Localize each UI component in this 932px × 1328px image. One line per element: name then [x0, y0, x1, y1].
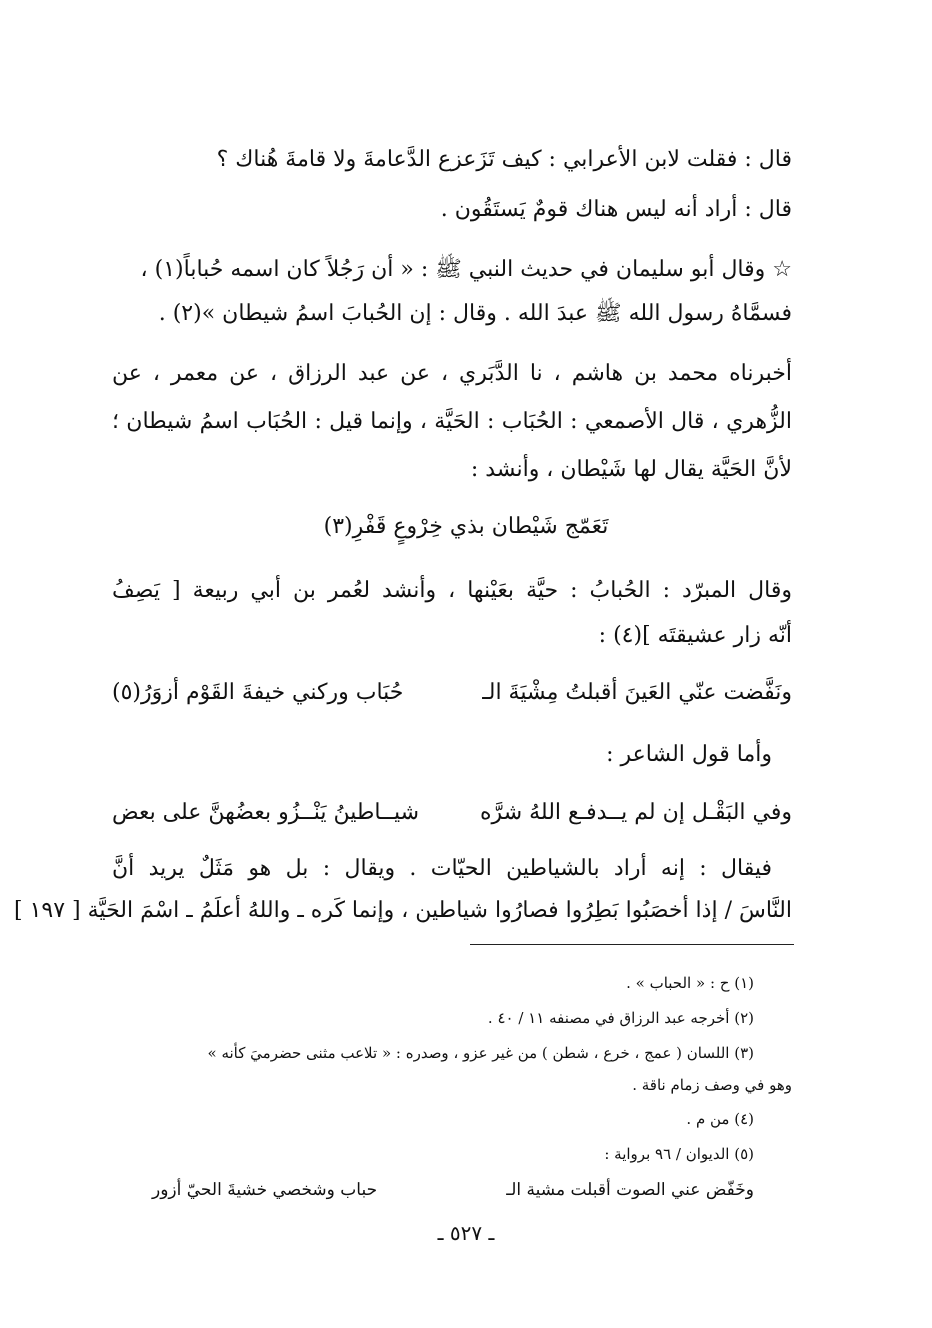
body-line-1: قال : فقلت لابن الأعرابي : كيف تَزَعزع الدَّعامةَ ولا قامةَ هُناك ؟	[216, 147, 792, 172]
footnote-verse-first-hemistich: وخَفّض عني الصوت أقبلت مشية الـ	[506, 1180, 754, 1200]
body-line-2: قال : أراد أنه ليس هناك قومٌ يَستَقُون .	[440, 197, 792, 222]
footnote-4: (٤) من م .	[686, 1110, 754, 1128]
footnote-verse-second-hemistich: حباب وشخصي خشيةَ الحيّ أزور	[152, 1180, 378, 1200]
footnote-5: (٥) الديوان / ٩٦ برواية :	[604, 1145, 754, 1163]
body-line-9: وقال المبرّد : الحُبابُ : حيَّة بعَيْنها ، وأنشد لعُمر بن أبي ربيعة [ يَصِفُ	[112, 578, 792, 603]
page-number: ـ ٥٢٧ ـ	[437, 1221, 495, 1245]
footnote-2: (٢) أخرجه عبد الرزاق في مصنفه ١١ / ٤٠ .	[487, 1009, 754, 1027]
footnote-3: (٣) اللسان ( عمج ، خرع ، شطن ) من غير عزو ، وصدره : « تلاعب مثنى حضرميَ كأنه »	[207, 1044, 754, 1062]
body-line-3: ☆ وقال أبو سليمان في حديث النبي ﷺ : « أن رَجُلاً كان اسمه حُباباً(١) ،	[140, 257, 792, 282]
verse-1-first-hemistich: ونَفَّضت عنّي العَينَ أقبلتُ مِشْيَةَ الـ	[482, 680, 792, 705]
verse-1-second-hemistich: حُبَاب وركني خيفةَ القَوْم أزوَرُ(٥)	[112, 680, 404, 705]
verse-2-second-hemistich: شيــاطينُ يَنْــزُو بعضُهنَّ على بعض	[112, 800, 420, 825]
body-line-17: النَّاسَ / إذا أخصَبُوا بَطِرُوا فصارُوا شياطين ، وإنما كَره ـ واللهُ أعلَمُ ـ اسْمَ الحَيَّة [ ١٩٧ ]	[14, 898, 792, 923]
footnote-separator	[470, 944, 794, 945]
verse-hemistich: تَعَمّج شَيْطان بذي خِرْوعٍ قَفْرِ(٣)	[323, 514, 609, 539]
footnote-1: (١) ح : « الحباب » .	[626, 974, 754, 992]
body-line-10: أنّه زار عشيقتَه ](٤) :	[598, 623, 792, 648]
body-line-6: الزُّهري ، قال الأصمعي : الحُبَاب : الحَيَّة ، وإنما قيل : الحُبَاب اسمُ شيطان ؛	[112, 409, 792, 434]
body-line-16: فيقال : إنه أراد بالشياطين الحيّات . ويقال : بل هو مَثَلٌ يريد أنَّ	[112, 856, 772, 881]
body-line-7: لأنَّ الحَيَّة يقال لها شَيْطان ، وأنشد :	[470, 457, 792, 482]
body-line-13: وأما قول الشاعر :	[606, 742, 772, 767]
body-line-5: أخبرناه محمد بن هاشم ، نا الدَّبَري ، عن عبد الرزاق ، عن معمر ، عن	[112, 361, 792, 386]
footnote-3-continued: وهو في وصف زمام ناقة .	[632, 1076, 792, 1094]
verse-2-first-hemistich: وفي البَقْـل إن لم يــدفـع اللهُ شرَّه	[480, 800, 792, 825]
body-line-4: فسمَّاهُ رسول الله ﷺ عبدَ الله . وقال : إن الحُبابَ اسمُ شيطان »(٢) .	[158, 301, 792, 326]
